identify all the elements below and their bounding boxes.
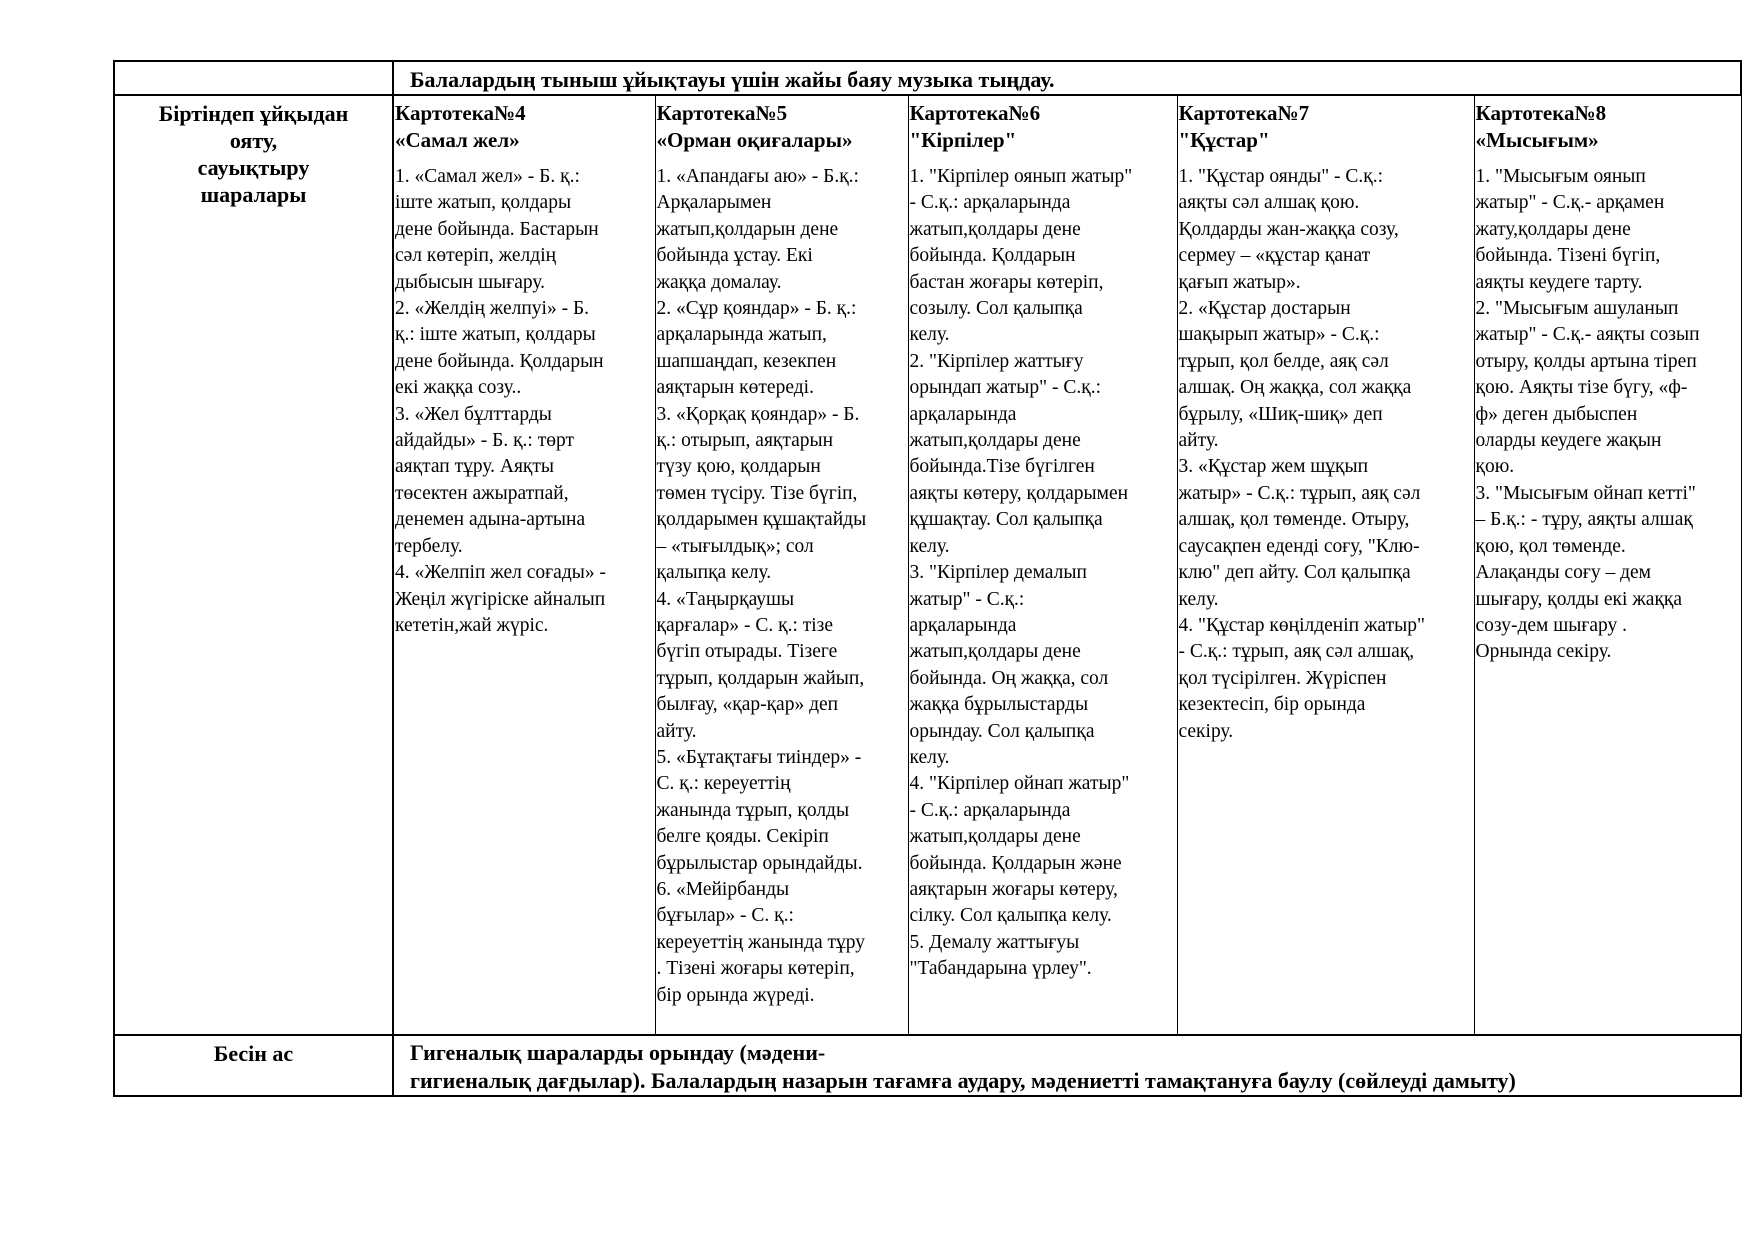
card-line: бір орында жүреді. [656,984,815,1006]
card-line: жату,қолдары дене [1475,218,1631,240]
card-number: Картотека№6 [909,101,1041,125]
card-line: қою. Аяқты тізе бүгу, «ф- [1475,377,1688,399]
card-heading [657,100,908,154]
card-line: сермеу – «құстар қанат [1178,245,1371,267]
card-line: 5. «Бұтақтағы тиіндер» - [656,746,862,768]
card-line: тербелу. [395,535,463,557]
card-line: арқаларында [909,403,1017,425]
card-line: - С.қ.: арқаларында [909,799,1071,821]
card-line: 4. "Кірпілер ойнап жатыр" [909,773,1130,795]
card-line: 2. "Мысығым ашуланып [1475,298,1679,320]
card-line: жаққа домалау. [656,271,782,293]
card-line: бастан жоғары көтеріп, [909,271,1104,293]
card-line: жатып,қолдары дене [909,430,1081,452]
card-line: екі жаққа созу.. [395,377,522,399]
card-line: жатыр" - С.қ.: [909,588,1025,610]
card-line: бойында.Тізе бүгілген [909,456,1095,478]
card-line: 2. «Құстар достарын [1178,298,1351,320]
card-line: 1. "Кірпілер оянып жатыр" [909,166,1133,187]
card-line: айту. [656,720,697,742]
lunch-content [393,1035,1741,1096]
card-line: аяқты сәл алшақ қою. [1178,192,1360,214]
card-line: 3. «Жел бұлттарды [395,403,552,425]
row-label-empty [114,61,393,95]
card-number: Картотека№5 [656,101,788,125]
card-line: төмен түсіру. Тізе бүгіп, [656,482,858,504]
card-line: қою, қол төменде. [1475,535,1626,557]
card-line: клю" деп айту. Сол қалыпқа [1178,562,1411,584]
card-line: 1. "Құстар оянды" - С.қ.: [1178,166,1384,187]
schedule-table [113,60,1742,1097]
card-line: қалыпқа келу. [656,562,772,584]
card-line: Арқаларымен [656,192,772,214]
card-line: қол түсірілген. Жүріспен [1178,667,1387,689]
card-line: қарғалар» - С. қ.: тізе [656,614,834,636]
card-line: жатыр" - С.қ.- арқамен [1475,192,1665,214]
card-line: бойында. Оң жаққа, сол [909,667,1109,689]
card-line: тұрып, қол белде, аяқ сәл [1178,350,1389,372]
card-line: былғау, «қар-қар» деп [656,694,839,716]
card-line: бүгіп отырады. Тізеге [656,641,838,663]
card-heading [1179,100,1474,154]
card-line: бойында. Қолдарын [909,245,1076,267]
card-line: құшақтау. Сол қалыпқа [909,509,1103,531]
card-line: жатып,қолдары дене [909,641,1081,663]
card-line: дене бойында. Бастарын [395,218,599,240]
card-line: шапшаңдап, кезекпен [656,350,837,372]
card-line: 1. «Самал жел» - Б. қ.: [395,166,580,187]
card-line: қолдарымен құшақтайды [656,509,867,531]
card-line: бойында. Тізені бүгіп, [1475,245,1661,267]
card-line: түзу қою, қолдарын [656,456,821,478]
card-line: 3. "Мысығым ойнап кетті" [1475,482,1696,504]
card-line: 3. «Құстар жем шұқып [1178,456,1369,478]
music-cell [393,61,1741,95]
card-line: кететін,жай жүріс. [395,614,549,636]
card-line: бойында ұстау. Екі [656,245,813,267]
card-body [1476,164,1741,666]
card-line: - С.қ.: тұрып, аяқ сәл алшақ, [1178,641,1415,663]
card-title: «Самал жел» [395,128,520,152]
card-6 [908,95,1177,1035]
card-line: тұрып, қолдарын жайып, [656,667,865,689]
card-heading [1476,100,1741,154]
card-line: шақырып жатыр» - С.қ.: [1178,324,1380,346]
card-line: созу-дем шығару . [1475,614,1627,636]
wakeup-label-line: сауықтыру [197,155,310,180]
card-number: Картотека№8 [1475,101,1607,125]
card-body [1179,164,1474,745]
table-row-music [114,61,1741,95]
card-line: іште жатып, қолдары [395,192,572,214]
card-line: 2. «Желдің желпуі» - Б. [395,298,590,320]
card-line: дене бойында. Қолдарын [395,350,604,372]
card-line: арқаларында жатып, [656,324,827,346]
lunch-line-1: Гигеналық шараларды орындау (мәдени- [410,1040,826,1065]
card-line: 2. «Сұр қояндар» - Б. қ.: [656,298,857,320]
card-line: айдайды» - Б. қ.: төрт [395,430,574,452]
card-line: созылу. Сол қалыпқа [909,298,1083,320]
card-8 [1474,95,1741,1035]
card-line: жатыр» - С.қ.: тұрып, аяқ сәл [1178,482,1421,504]
card-line: бойында. Қолдарын және [909,852,1122,874]
card-line: орындап жатыр" - С.қ.: [909,377,1102,399]
card-line: алшақ, қол төменде. Отыру, [1178,509,1410,531]
card-line: Жеңіл жүгіріске айналып [395,588,606,610]
wakeup-label-cell [114,95,393,1035]
lunch-line-2: гигиеналық дағдылар). Балалардың назарын тағамға аудару, мәдениетті тамақтануға баулу (сөйлеуді дамыту) [410,1068,1516,1093]
card-line: белге қояды. Секіріп [656,826,829,848]
card-line: келу. [909,535,950,557]
wakeup-label [115,100,392,208]
card-line: сәл көтеріп, желдің [395,245,557,267]
card-line: 5. Демалу жаттығуы [909,931,1080,953]
card-line: 2. "Кірпілер жаттығу [909,350,1084,372]
card-body [657,164,908,1009]
card-line: бұрылу, «Шиқ-шиқ» деп [1178,403,1383,425]
card-line: саусақпен еденді соғу, "Клю- [1178,535,1420,557]
card-line: С. қ.: кереуеттің [656,773,791,795]
card-line: 1. "Мысығым оянып [1475,166,1646,187]
card-line: қ.: іште жатып, қолдары [395,324,596,346]
card-line: бұрылыстар орындайды. [656,852,863,874]
table-row-wakeup [114,95,1741,1035]
card-line: – «тығылдық»; сол [656,535,814,557]
card-line: аяқтап тұру. Аяқты [395,456,555,478]
card-line: төсектен ажыратпай, [395,482,569,504]
card-line: 6. «Мейірбанды [656,878,790,900]
card-line: отыру, қолды артына тіреп [1475,350,1697,372]
card-line: – Б.қ.: - тұру, аяқты алшақ [1475,509,1693,531]
card-line: бұғылар» - С. қ.: [656,905,794,927]
card-line: . Тізені жоғары көтеріп, [656,958,855,980]
wakeup-label-line: шаралары [200,182,307,207]
card-line: арқаларында [909,614,1017,636]
card-title: «Орман оқиғалары» [656,128,853,152]
music-text: Балалардың тыныш ұйықтауы үшін жайы баяу музыка тыңдау. [410,67,1055,92]
card-line: 3. «Қорқақ қояндар» - Б. [656,403,860,425]
card-4 [393,95,655,1035]
card-line: 4. «Желпіп жел соғады» - [395,562,606,584]
card-line: орындау. Сол қалыпқа [909,720,1095,742]
card-heading [395,100,655,154]
card-line: секіру. [1178,720,1234,742]
card-line: кереуеттің жанында тұру [656,931,866,953]
card-line: 4. «Таңырқаушы [656,588,795,610]
card-line: келу. [1178,588,1219,610]
card-line: ф» деген дыбыспен [1475,403,1638,425]
wakeup-label-line: ояту, [229,128,278,153]
card-line: жатыр" - С.қ.- аяқты созып [1475,324,1700,346]
card-number: Картотека№7 [1178,101,1310,125]
card-line: аяқтарын жоғары көтеру, [909,878,1118,900]
card-line: аяқтарын көтереді. [656,377,814,399]
card-line: "Табандарына үрлеу". [909,958,1092,980]
card-line: кезектесіп, бір орында [1178,694,1366,716]
card-line: қ.: отырып, аяқтарын [656,430,834,452]
card-line: 1. «Апандағы аю» - Б.қ.: [656,166,859,187]
card-line: келу. [909,746,950,768]
card-line: Алақанды соғу – дем [1475,562,1651,584]
card-line: айту. [1178,430,1219,452]
card-number: Картотека№4 [395,101,526,125]
card-line: жатып,қолдары дене [909,218,1081,240]
card-line: жатып,қолдарын дене [656,218,839,240]
card-line: жанында тұрып, қолды [656,799,850,821]
card-5 [655,95,908,1035]
wakeup-label-line: Біртіндеп ұйқыдан [158,101,349,126]
table-row-lunch [114,1035,1741,1096]
card-line: 4. "Құстар көңілденіп жатыр" [1178,614,1425,636]
card-line: оларды кеудеге жақын [1475,430,1662,452]
card-body [395,164,655,639]
card-line: қағып жатыр». [1178,271,1301,293]
card-line: 3. "Кірпілер демалып [909,562,1087,584]
card-line: жатып,қолдары дене [909,826,1081,848]
card-line: жаққа бұрылыстарды [909,694,1089,716]
card-line: шығару, қолды екі жаққа [1475,588,1683,610]
card-line: қою. [1475,456,1515,478]
card-line: сілку. Сол қалыпқа келу. [909,905,1112,927]
card-title: "Кірпілер" [909,128,1017,152]
card-line: денемен адына-артына [395,509,586,531]
card-line: келу. [909,324,950,346]
card-line: дыбысын шығару. [395,271,546,293]
card-line: аяқты кеудеге тарту. [1475,271,1643,293]
card-heading [910,100,1177,154]
card-title: «Мысығым» [1475,128,1599,152]
card-title: "Құстар" [1178,128,1270,152]
lunch-label-cell [114,1035,393,1096]
card-line: аяқты көтеру, қолдарымен [909,482,1129,504]
card-line: - С.қ.: арқаларында [909,192,1071,214]
card-7 [1177,95,1474,1035]
card-line: Қолдарды жан-жаққа созу, [1178,218,1399,240]
card-line: алшақ. Оң жаққа, сол жаққа [1178,377,1412,399]
lunch-label: Бесін ас [213,1041,294,1066]
card-body [910,164,1177,983]
card-line: Орнында секіру. [1475,641,1612,663]
